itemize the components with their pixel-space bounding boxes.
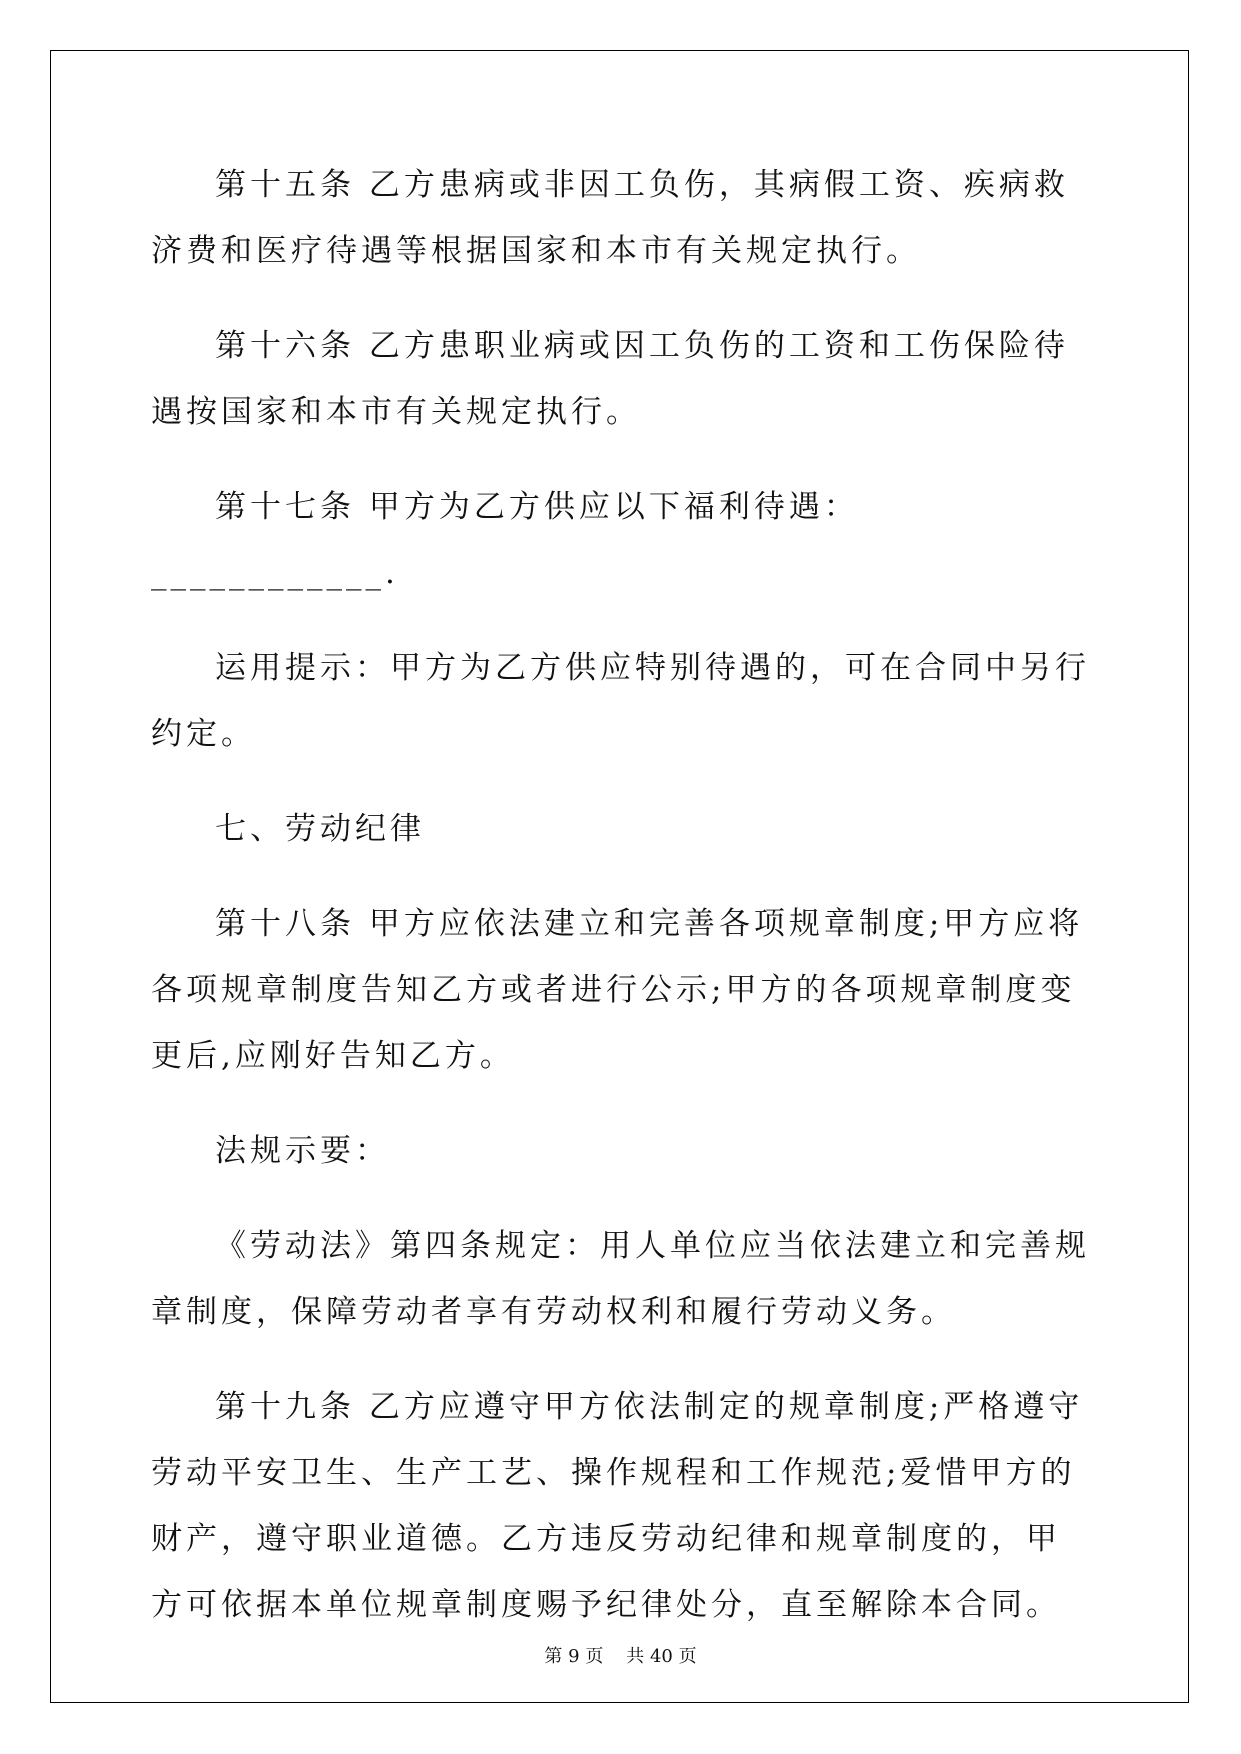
article-19: 第十九条 乙方应遵守甲方依法制定的规章制度;严格遵守劳动平安卫生、生产工艺、操作规程和工作规范;爱惜甲方的财产，遵守职业道德。乙方违反劳动纪律和规章制度的，甲方可依据本单位规章制度赐予纪律处分，直至解除本合同。 [151, 1389, 1084, 1623]
page-total: 共 40 页 [626, 1646, 697, 1667]
regulation-note-heading: 法规示要： [215, 1133, 390, 1169]
article-17: 第十七条 甲方为乙方供应以下福利待遇：____________. [151, 489, 859, 591]
article-15: 第十五条 乙方患病或非因工负伤，其病假工资、疾病救济费和医疗待遇等根据国家和本市有关规定执行。 [151, 167, 1069, 269]
section-heading-labor-discipline: 七、劳动纪律 [215, 811, 425, 847]
labor-law-quote: 《劳动法》第四条规定：用人单位应当依法建立和完善规章制度，保障劳动者享有劳动权利和履行劳动义务。 [151, 1228, 1090, 1330]
article-18: 第十八条 甲方应依法建立和完善各项规章制度;甲方应将各项规章制度告知乙方或者进行公示;甲方的各项规章制度变更后,应刚好告知乙方。 [151, 906, 1084, 1074]
page-footer [0, 1642, 1241, 1668]
usage-tip: 运用提示：甲方为乙方供应特别待遇的，可在合同中另行约定。 [151, 650, 1090, 752]
document-body [151, 152, 1093, 1638]
article-16: 第十六条 乙方患职业病或因工负伤的工资和工伤保险待遇按国家和本市有关规定执行。 [151, 328, 1069, 430]
page-number: 第 9 页 [544, 1646, 604, 1667]
